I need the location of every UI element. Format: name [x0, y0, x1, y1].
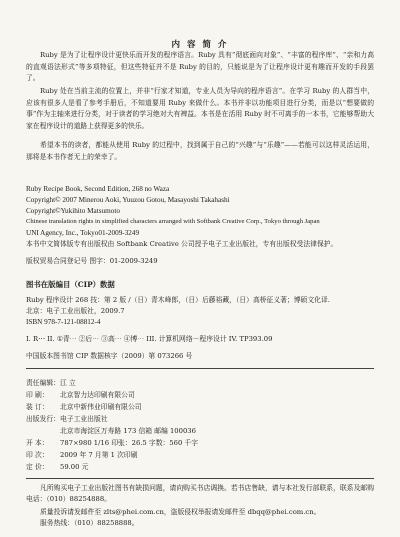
copyright-line-3: Copyright©Yukihito Matsumoto	[26, 207, 120, 215]
copyright-line-5: UNI Agency, Inc., Tokyo01-2009-3249	[26, 229, 140, 237]
print-value: 北京智力达印刷有限公司	[60, 391, 135, 399]
colophon-edition	[26, 450, 138, 460]
colophon-print	[26, 390, 135, 400]
copyright-line-4: Chinese translation rights in simplified characters arranged with Softbank Creative Corp., Tokyo through Japan	[26, 218, 320, 225]
intro-paragraph-1: Ruby 是为了让程序设计更快乐而开发的程序语言。Ruby 具有“彻底面向对象”、“丰富的程序库”、“亲和力高的直观语法形式”等多项特征，但这些特征并不是 Ruby 的目的，只能说是为了让程序设计更有趣而开发的手段罢了。	[26, 51, 374, 82]
cip-library-line: 中国版本图书馆 CIP 数据核字（2009）第 073266 号	[26, 352, 193, 360]
intro-paragraph-2: Ruby 处在当前主流的位置上，并非“行家才知道，专业人员为导向的程序语言”。在学习 Ruby 的人群当中，应该有很多人是看了参考手册后，不知道要用 Ruby 来做什么。本书并非以功能项目进行分类，而是以“想要做的事”作为主轴来进行分类，对于读者的学习绝对大有裨益。本书是在活用 Ruby 时不可离手的一本书，它能够帮助大家在程序设计的道路上获得更多的快乐。	[26, 87, 374, 130]
edition-label: 印 次：	[26, 451, 49, 459]
print-label: 印 刷：	[26, 391, 49, 399]
colophon-format	[26, 438, 198, 448]
cip-classification: I. R⋯ II. ①青⋯ ②后⋯ ③高⋯ ④博⋯ III. 计算机网络－程序设计 IV. TP393.09	[26, 335, 273, 343]
bind-label: 装 订：	[26, 403, 49, 411]
footer-line-2: 质量投诉请发邮件至 zlts@phei.com.cn，盗版侵权举报请发邮件至 dbqq@phei.com.cn。	[40, 508, 321, 516]
cip-line-1: Ruby 程序设计 268 技：第 2 版 /（日）青木峰郎，（日）后藤裕藏，（日）高桥征义著；博硕文化译.	[26, 296, 330, 304]
section-title: 内 容 简 介	[171, 40, 229, 50]
registration-number: 版权贸易合同登记号 图字：01-2009-3249	[26, 257, 158, 265]
colophon-bind	[26, 402, 142, 412]
price-value: 59.00 元	[60, 463, 89, 471]
colophon-editor	[26, 378, 76, 388]
footer-line-1: 凡所购买电子工业出版社图书有缺损问题，请向购买书店调换。若书店售缺，请与本社发行部联系，联系及邮购电话：（010）88254888。	[26, 484, 374, 503]
edition-value: 2009 年 7 月第 1 次印刷	[60, 451, 138, 459]
editor-label: 责任编辑：	[26, 379, 60, 387]
publisher-value: 电子工业出版社	[60, 415, 108, 423]
cip-isbn: ISBN 978-7-121-08812-4	[26, 318, 101, 326]
price-label: 定 价：	[26, 463, 49, 471]
format-value: 787×980 1/16 印张：26.5 字数：560 千字	[60, 439, 199, 447]
editor-value: 江 立	[60, 379, 76, 387]
publisher-address: 北京市海淀区万寿路 173 信箱 邮编 100036	[60, 427, 196, 435]
copyright-line-1: Ruby Recipe Book, Second Edition, 268 no Waza	[26, 185, 170, 193]
colophon-price	[26, 462, 88, 472]
cip-heading: 图书在版编目（CIP）数据	[26, 280, 115, 289]
copyright-line-6: 本书中文简体版专有出版权由 Softbank Creative 公司授予电子工业出版社，专有出版权受法律保护。	[26, 240, 338, 248]
divider-top	[26, 368, 374, 369]
copyright-line-2: Copyright© 2007 Minerou Aoki, Yuuzou Gotou, Masayoshi Takahashi	[26, 196, 230, 204]
publisher-label: 出版发行：	[26, 415, 60, 423]
intro-paragraph-3: 希望本书的读者，都能从使用 Ruby 的过程中，找到属于自己的“兴趣”与“乐趣”——若能可以这样灵活运用，那将是本书作者无上的荣幸了。	[26, 141, 374, 161]
divider-bottom	[26, 478, 374, 479]
colophon-publisher	[26, 414, 108, 424]
cip-line-2: 北京：电子工业出版社，2009.7	[26, 307, 125, 315]
format-label: 开 本：	[26, 439, 49, 447]
footer-line-3: 服务热线：（010）88258888。	[40, 519, 139, 527]
bind-value: 北京中新伟业印刷有限公司	[60, 403, 142, 411]
